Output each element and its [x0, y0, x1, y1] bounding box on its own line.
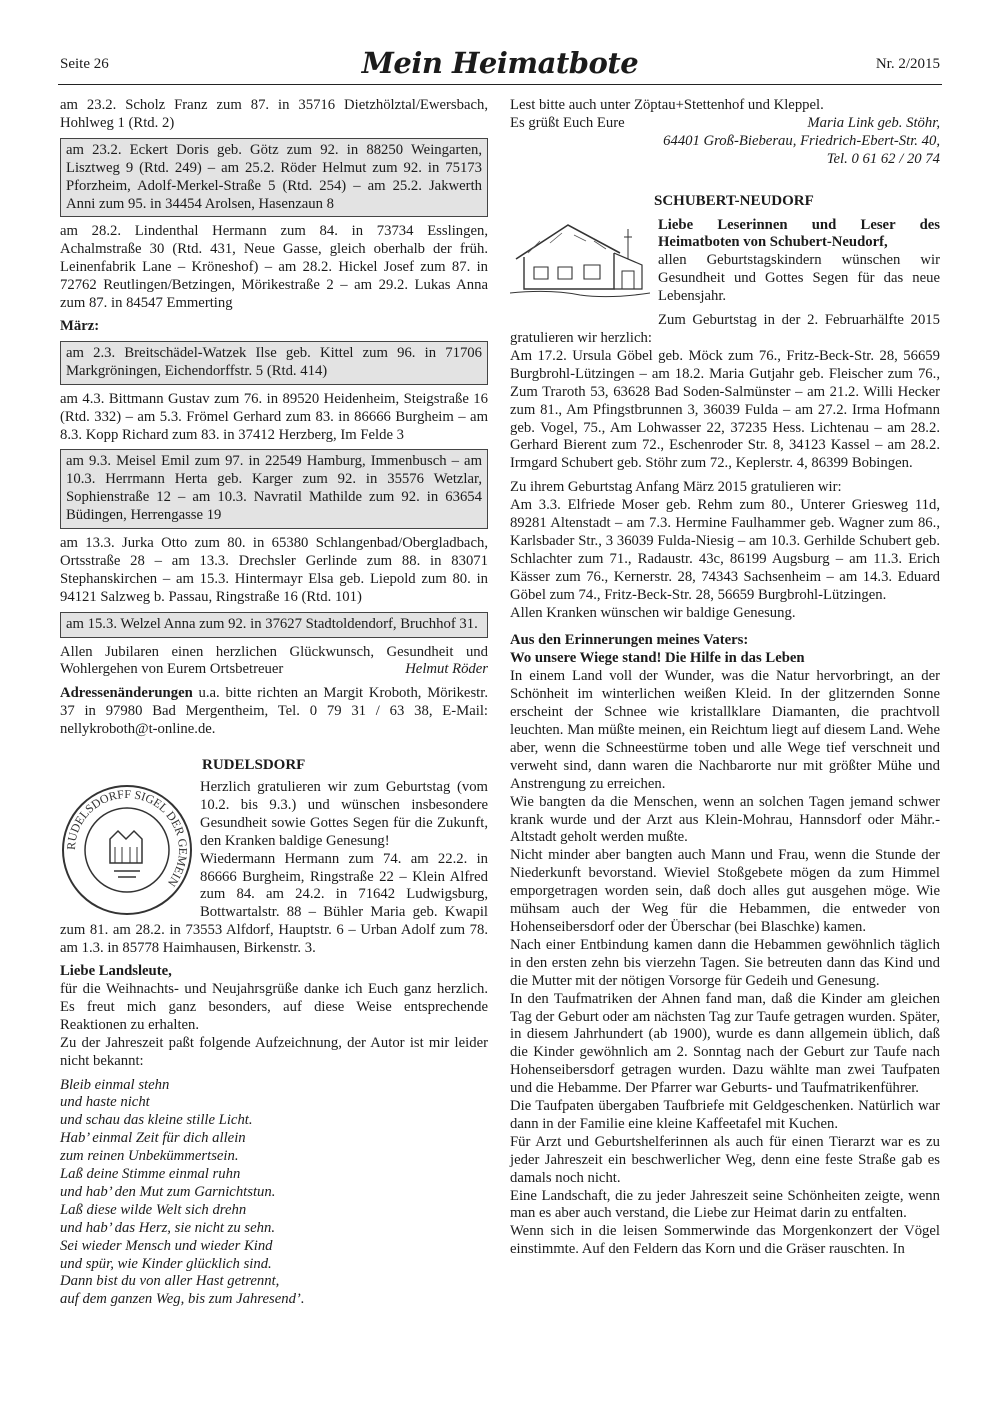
story-paragraph: Die Taufpaten übergaben Taufbriefe mit Geldgeschenken. Natürlich war dann in der Familie eine kleine Kaffeetafel mit Kuchen. [510, 1098, 940, 1132]
section-heading-maerz: März: [60, 317, 100, 334]
schubert-lead: Liebe Leserinnen und Leser des Heimatboten von Schubert-Neudorf, [658, 216, 940, 251]
landsleute-paragraph: für die Weihnachts- und Neujahrsgrüße danke ich Euch ganz herzlich. Es freut mich ganz besonders, auf diese Weise entsprechende Reaktionen zu erhalten. [60, 980, 488, 1033]
story-heading: Aus den Erinnerungen meines Vaters: [510, 632, 749, 649]
birthday-box-text: am 15.3. Welzel Anna zum 92. in 37627 Stadtoldendorf, Bruchhof 31. [66, 615, 478, 632]
schubert-lead-text: allen Geburtstagskindern wünschen wir Gesundheit und Gottes Segen für das neue Lebensjahr. [658, 252, 940, 305]
birthday-box-text: am 9.3. Meisel Emil zum 97. in 22549 Hamburg, Immenbusch – am 10.3. Herrmann Herta geb. Karger zum 92. in 35576 Wetzlar, Sophienstraße 12 – am 10.3. Navratil Mathilde zum 92. in 63654 Büdingen, Herrengasse 19 [66, 453, 482, 524]
section-heading-landsleute: Liebe Landsleute, [60, 963, 172, 980]
poem-line: Dann bist du von aller Hast getrennt, [60, 1273, 280, 1290]
left-column [60, 97, 488, 1309]
poem-line: und hab’ den Mut zum Garnichtstun. [60, 1183, 276, 1200]
poem-line: Laß deine Stimme einmal ruhn [60, 1166, 241, 1183]
schubert-intro-block [510, 217, 940, 307]
page-number: Seite 26 [60, 56, 109, 72]
story-paragraph: In den Taufmatriken der Ahnen fand man, daß die Kinder am gleichen Tag der Geburt oder am nächsten Tag zur Taufe getragen wurden. Später, in diesem Jahrhundert (ab 1900), wurde es dann allgemein üblich, daß die Kinder gewöhnlich am 2. Sonntag nach der Geburt zur Taufe nach Hohenseibersdorf getragen wurden. Dazu wählte man zwei Taufpaten und die Hebamme. Der Pfarrer war Geburts- und Taufmatrikenführer. [510, 990, 940, 1097]
birthday-entry: am 23.2. Scholz Franz zum 87. in 35716 Dietzhölztal/Ewersbach, Hohlweg 1 (Rtd. 2) [60, 97, 488, 131]
birthday-entry: am 28.2. Lindenthal Hermann zum 84. in 73734 Esslingen, Achalmstraße 30 (Rtd. 431, Neue Gasse, gleich oberhalb der früh. Leinenfabrik Lane – Kröneshof) – am 28.2. Hickel Josef zum 87. in 72762 Reutlingen/Betzingen, Mörikestraße 2 – am 29.2. Lukas Anna zum 87. in 84547 Emmerting [60, 223, 488, 312]
signature-name: Maria Link geb. Stöhr, [807, 114, 940, 131]
header-rule [58, 84, 942, 85]
birthday-entry: am 4.3. Bittmann Gustav zum 76. in 89520 Heidenheim, Steigstraße 16 (Rtd. 332) – am 5.3. Frömel Gerhard zum 83. in 86666 Burgheim – am 8.3. Kopp Richard zum 83. in 37412 Herzberg, Im Felde 3 [60, 390, 488, 443]
address-change-paragraph [60, 685, 488, 739]
birthday-box-text: am 2.3. Breitschädel-Watzek Ilse geb. Kittel zum 96. in 71706 Markgröningen, Eichendorffstr. 5 (Rtd. 414) [66, 344, 482, 379]
poem-line: Sei wieder Mensch und wieder Kind [60, 1237, 273, 1254]
poem-line: und haste nicht [60, 1094, 150, 1111]
birthday-box [60, 138, 488, 218]
rudelsdorf-intro: Herzlich gratulieren wir zum Geburtstag (vom 10.2. bis 9.3.) und wünschen insbesondere Gesundheit sowie Gottes Segen für die Zukunft, den Kranken baldige Genesung! [200, 779, 488, 849]
farmhouse-illustration-icon [510, 219, 650, 303]
poem-line: zum reinen Unbekümmertsein. [60, 1148, 239, 1165]
story-paragraph: Nach einer Entbindung kamen dann die Hebammen gewöhnlich täglich in den ersten zehn bis vierzehn Tagen. Sie betreuten dann das Kind und die Mutter mit der nötigen Vorsorge für Gedeih und Genesung. [510, 936, 940, 989]
note-line: Lest bitte auch unter Zöptau+Stettenhof und Kleppel. [510, 97, 824, 113]
birthday-box [60, 612, 488, 638]
schubert-paragraph: Zu ihrem Geburtstag Anfang März 2015 gratulieren wir: [510, 479, 842, 496]
story-paragraph: Wie bangten da die Menschen, wenn an solchen Tagen jemand schwer krank wurde und der Arzt aus Klein-Mohrau, Hannsdorf oder Mähr.-Altstadt geholt werden mußte. [510, 793, 940, 846]
rudelsdorf-seal-icon [60, 783, 194, 917]
greeting-text: Allen Jubilaren einen herzlichen Glückwunsch, Gesundheit und Wohlergehen von Eurem Ortsbetreuer [60, 643, 488, 678]
poem-line: Bleib einmal stehn [60, 1076, 170, 1093]
greeting-line [510, 115, 940, 133]
greeting-paragraph [60, 644, 488, 680]
greeting-text: Es grüßt Euch Eure [510, 114, 625, 131]
schubert-birthday-list: Am 17.2. Ursula Göbel geb. Möck zum 76., Fritz-Beck-Str. 28, 56659 Burgbrohl-Lützingen – am 18.2. Maria Gutjahr geb. Fleischer zum 76., Zum Traroth 53, 63628 Bad Soden-Salmünster – am 21.2. Willi Hecker zum 81., Am Pfingstbrunnen 3, 36039 Fulda – am 27.2. Irma Hofmann geb. Vogel, 75., Am Lohwasser 22, 37235 Hess. Lichtenau – am 28.2. Gerhard Bierent zum 72., Eschenroder Str. 8, 34123 Kassel – am 28.2. Irmgard Schubert geb. Stöhr zum 72., Keplerstr. 4, 86399 Bobingen. [510, 347, 940, 472]
birthday-box [60, 449, 488, 529]
schubert-birthday-list: Am 3.3. Elfriede Moser geb. Rehm zum 80., Unterer Griesweg 11d, 89281 Altenstadt – am 7.3. Hermine Faulhammer geb. Wagner zum 86., Karlsbader Str., 3 36039 Fulda-Niesig – am 10.3. Gerhilde Schubert geb. Schlachter zum 71., Radaustr. 43c, 86199 Augsburg – am 11.3. Erich Kässer zum 76., Kernerstr. 28, 74343 Sachsenheim – am 14.3. Eduard Göbel zum 74., Fritz-Beck-Str. 28, 56659 Burgbrohl-Lützingen. [510, 497, 940, 603]
poem-line: Laß diese wilde Welt sich drehn [60, 1201, 247, 1218]
address-change-label: Adressenänderungen [60, 685, 193, 702]
greeting-signature: Helmut Röder [405, 661, 488, 678]
poem-line: auf dem ganzen Weg, bis zum Jahresend’. [60, 1291, 305, 1308]
section-heading-rudelsdorf: RUDELSDORF [202, 757, 306, 774]
story-paragraph: Nicht minder aber bangten auch Mann und Frau, wenn die Stunde der Niederkunft bevorstand. Wieviel Stoßgebete mögen da zum Himmel emporgetragen worden sein, daß doch alles gut ausgehen möge. Wie mühsam auch der Weg für die Hebammen, die entweder von Hohenseibersdorf oder der Überschar (bei Blaschke) kamen. [510, 847, 940, 935]
poem-line: Hab’ einmal Zeit für dich allein [60, 1130, 246, 1147]
poem-line: und spür, wie Kinder glücklich sind. [60, 1255, 272, 1272]
story-paragraph: Wenn sich in die leisen Sommerwinde das Morgenkonzert der Vögel einstimmte. Auf den Feldern das Korn und die Gräser rauschten. In [510, 1223, 940, 1258]
signature-address: 64401 Groß-Bieberau, Friedrich-Ebert-Str. 40, [663, 132, 940, 149]
birthday-entry: am 13.3. Jurka Otto zum 80. in 65380 Schlangenbad/Obergladbach, Ortsstraße 28 – am 13.3. Drechsler Gerlinde zum 88. in 83071 Stephanskirchen – am 15.3. Hintermayr Elsa geb. Liepold zum 80. in 94121 Salzweg b. Passau, Ringstraße 16 (Rtd. 101) [60, 535, 488, 605]
schubert-paragraph: Zum Geburtstag in der 2. Februarhälfte 2015 gratulieren wir herzlich: [510, 312, 940, 346]
seal-lettering: RUDELSDORFF SIGEL DER GEMEIN [63, 786, 191, 890]
birthday-box [60, 341, 488, 385]
signature-phone: Tel. 0 61 62 / 20 74 [826, 150, 940, 167]
poem [60, 1077, 488, 1310]
story-paragraph: Für Arzt und Geburtshelferinnen als auch für einen Tierarzt war es zu jeder Jahreszeit ein beschwerlicher Weg, denn eine feste Straße gab es damals noch nicht. [510, 1133, 940, 1186]
address-change-text: u.a. bitte richten an Margit Kroboth, Mörikestr. 37 in 97980 Bad Mergentheim, Tel. 0 79 31 / 63 38, E-Mail: nellykroboth@t-online.de. [60, 685, 488, 738]
issue-number: Nr. 2/2015 [875, 56, 940, 72]
story-paragraph: Eine Landschaft, die zu jeder Jahreszeit seine Schönheiten zeigte, wenn man es aber auch verstand, die Liebe zur Heimat darin zu entfalten. [510, 1187, 940, 1222]
rudelsdorf-entries: Wiedermann Hermann zum 74. am 22.2. in 86666 Burgheim, Ringstraße 22 – Klein Alfred zum 84. am 24.2. in 71642 Ludwigsburg, Bottwartalstr. 88 – Bühler Maria geb. Kwapil zum 81. am 28.2. in 73553 Alfdorf, Hauptstr. 6 – Urban Adolf zum 78. am 1.3. in 85778 Haimhausen, Birkenstr. 3. [60, 850, 488, 957]
schubert-paragraph: Allen Kranken wünschen wir baldige Genesung. [510, 604, 796, 621]
poem-line: und schau das kleine stille Licht. [60, 1112, 253, 1129]
masthead-title: Mein Heimatbote [361, 46, 639, 80]
story-paragraph: In einem Land voll der Wunder, was die Natur hervorbringt, an der Schönheit im winterlichen weißen Kleid. In der glitzernden Sonne erscheint der Schnee wie kristallklare Diamanten, die prachtvoll leuchten. Man müßte meinen, ein Reichtum liegt auf diesem Land. Wehe aber, wenn die Schneestürme toben und alle Wege tief verschneit und verweht sind, dann waren die Nachbarorte nur mit größter Mühe und Anstrengung zu erreichen. [510, 668, 940, 792]
story-subheading: Wo unsere Wiege stand! Die Hilfe in das Leben [510, 650, 805, 667]
poem-line: und hab’ das Herz, sie nicht zu sehn. [60, 1219, 275, 1236]
right-column [510, 97, 940, 1259]
birthday-box-text: am 23.2. Eckert Doris geb. Götz zum 92. in 88250 Weingarten, Lisztweg 9 (Rtd. 249) – am 25.2. Röder Helmut zum 92. in 75173 Pforzheim, Adolf-Merkel-Straße 5 (Rtd. 254) – am 25.2. Jakwerth Anni zum 95. in 34454 Arolsen, Hasenzaun 8 [66, 141, 482, 212]
landsleute-paragraph: Zu der Jahreszeit paßt folgende Aufzeichnung, der Autor ist mir leider nicht bekannt: [60, 1034, 488, 1069]
section-heading-schubert-neudorf: SCHUBERT-NEUDORF [654, 192, 814, 209]
rudelsdorf-block [60, 779, 488, 958]
